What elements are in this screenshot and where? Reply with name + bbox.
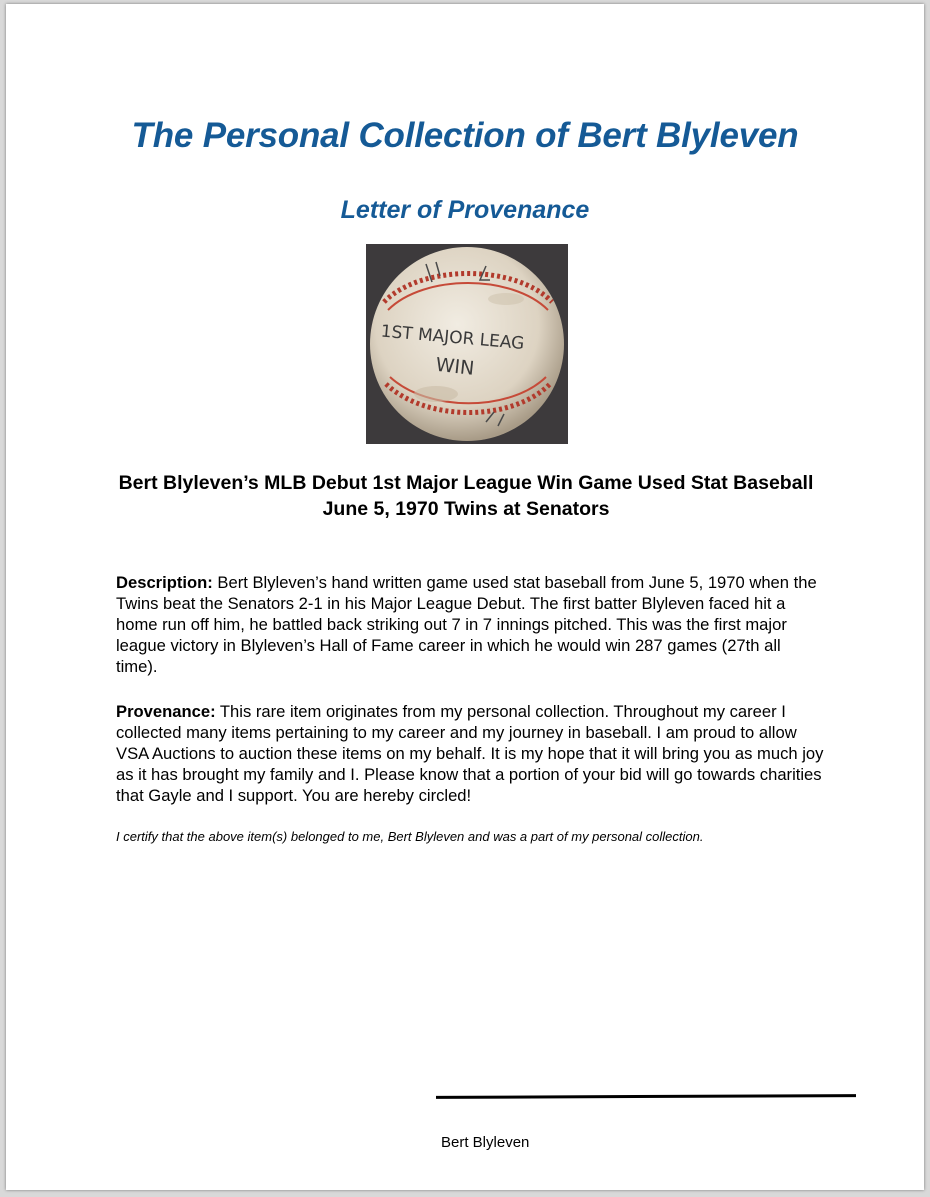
signature-line: [436, 1094, 856, 1099]
description-label: Description:: [116, 573, 213, 592]
signature-name: Bert Blyleven: [441, 1134, 530, 1151]
letter-page: [6, 4, 924, 1190]
description-text: Bert Blyleven’s hand written game used stat baseball from June 5, 1970 when the Twins beat the Senators 2-1 in his Major League Debut. The first batter Blyleven faced hit a home run off him, he battled back striking out 7 in 7 innings pitched. This was the first major league victory in Blyleven’s Hall of Fame career in which he would win 287 games (27th all time).: [116, 573, 817, 676]
provenance-paragraph: [116, 701, 826, 806]
provenance-text: This rare item originates from my personal collection. Throughout my career I collected many items pertaining to my career and my journey in baseball. I am proud to allow VSA Auctions to auction these items on my behalf. It is my hope that it will bring you as much joy as it has brought my family and I. Please know that a portion of your bid will go towards charities that Gayle and I support. You are hereby circled!: [116, 702, 824, 805]
page-subtitle: Letter of Provenance: [340, 196, 590, 224]
ball-handwriting-line2: WIN: [434, 353, 476, 380]
ball-handwriting-line1: 1ST MAJOR LEAG: [379, 321, 526, 355]
baseball-image: [366, 244, 568, 444]
page-title: The Personal Collection of Bert Blyleven: [131, 116, 799, 155]
description-paragraph: [116, 572, 826, 677]
baseball-photo: [366, 244, 568, 444]
item-title: Bert Blyleven’s MLB Debut 1st Major League Win Game Used Stat Baseball June 5, 1970 Twins at Senators: [118, 472, 814, 520]
certification-statement: I certify that the above item(s) belonged to me, Bert Blyleven and was a part of my personal collection.: [116, 829, 704, 844]
provenance-label: Provenance:: [116, 702, 216, 721]
